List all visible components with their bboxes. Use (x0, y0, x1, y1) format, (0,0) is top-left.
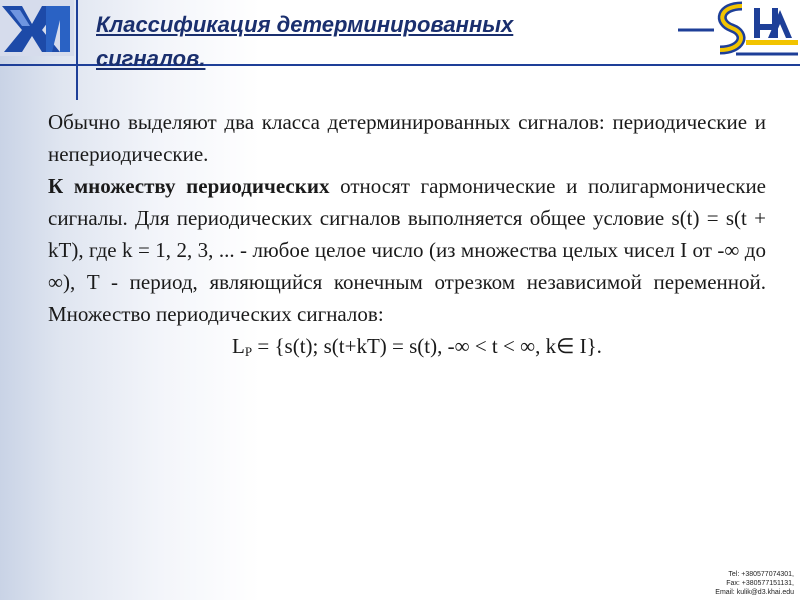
formula-symbol: L (232, 334, 245, 358)
contact-tel: Tel: +380577074301, (728, 571, 794, 578)
slide-body (48, 106, 766, 368)
periodic-set-formula (48, 330, 766, 368)
paragraph-intro: Обычно выделяют два класса детерминированных сигналов: периодические и непериодические. (48, 110, 766, 166)
department-logo (676, 0, 800, 64)
formula-subscript: P (244, 344, 253, 359)
slide-title (96, 8, 656, 76)
contact-fax: Fax: +380577151131, (726, 580, 794, 587)
slide-title-line2: сигналов. (96, 46, 206, 71)
university-logo (0, 0, 74, 56)
slide-title-line1: Классификация детерминированных (96, 12, 514, 37)
contact-email: Email: kulik@d3.khai.edu (715, 589, 794, 596)
paragraph-periodic (48, 170, 766, 330)
formula-definition: = {s(t); s(t+kT) = s(t), -∞ < t < ∞, k∈ I}. (252, 334, 602, 358)
contact-info (715, 570, 794, 597)
periodic-emphasis: К множеству периодических (48, 174, 330, 198)
periodic-description: относят гармонические и полигармонические сигналы. Для периодических сигналов выполняется общее условие s(t) = s(t + kT), где k = 1, 2, 3, ... - любое целое число (из множества целых чисел I от -∞ до ∞), T - период, являющийся конечным отрезком независимой переменной. Множество периодических сигналов: (48, 174, 767, 326)
header-vertical-divider (76, 0, 78, 100)
